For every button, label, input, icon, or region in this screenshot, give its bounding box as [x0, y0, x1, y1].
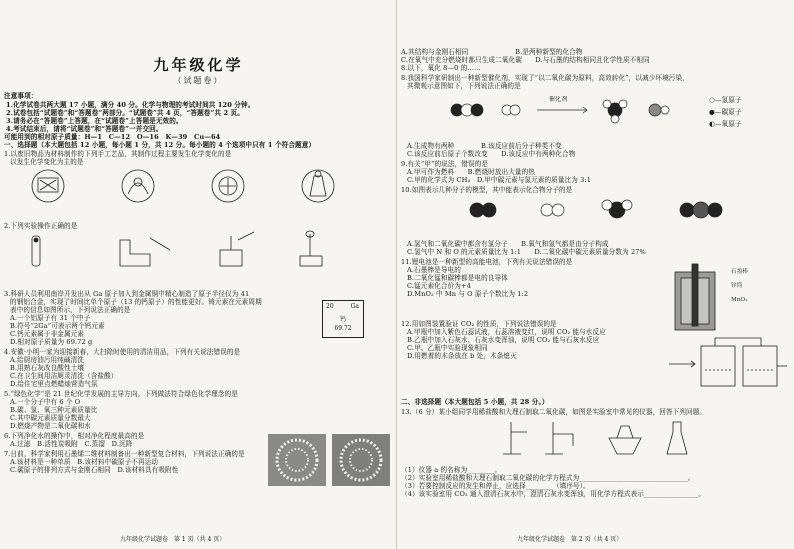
question-12-option: A.甲瓶中加入紫色石蕊试液，石蕊溶液变红，说明 CO₂ 能与水反应 [407, 328, 606, 336]
section1-heading: 一、选择题（本大题包括 12 小题，每小题 1 分，共 12 分。每小题的 4 个选项中只有 1 个符合题意） [4, 141, 316, 149]
battery-label: 石墨棒 [731, 269, 749, 275]
note-item: 1.化学试卷共两大题 17 小题，满分 40 分。化学与物理的考试时间共 120 分钟。 [6, 101, 255, 109]
page-footer: 九年级化学试题卷 第 1 页（共 4 页） [120, 536, 226, 543]
question-9-option: C.甲的化学式为 CH₄ D.甲中碳元素与氢元素的质量比为 3:1 [407, 176, 592, 184]
question-7-option: A.该材料是一种单质 B.该材料中碳原子不再运动 [10, 458, 159, 466]
battery-label: MnO₂ [731, 297, 748, 303]
question-9: 9.有关“甲”的说法，错误的是 [401, 160, 489, 168]
carryover-line: C.在氧气中充分燃烧时都只生成二氧化碳 D.与石墨的结构相同且化学性质不相同 [401, 56, 650, 64]
question-10: 10.如图表示几种分子的模型，其中能表示化合物分子的是 [401, 186, 573, 194]
question-3-option: D.相对原子质量为 69.72 g [10, 338, 93, 346]
question-4: 4.安徽·小明一家为迎接新春，大扫除时使用的清洁用品，下列有关说法错误的是 [4, 348, 241, 356]
question-7: 7.日前，科学家利用石墨烯二维材料制备出一种新型复合材料，下列说法正确的是 [4, 450, 245, 458]
note-item: 4.考试结束后，请将“试题卷”和“答题卷”一并交回。 [6, 125, 163, 133]
question-3-cont: 表中的信息如图所示，下列说法正确的是 [10, 306, 131, 314]
question-11-option: D.MnO₂ 中 Mn 与 O 原子个数比为 1:2 [407, 290, 529, 298]
question-11-option: B.二氧化锰和碳棒都是电的良导体 [407, 274, 508, 282]
section2-heading: 二、非选择题（本大题包括 5 小题，共 28 分。） [401, 398, 549, 406]
question-4-option: D.给住宅里点燃蜡烛营造气氛 [10, 380, 98, 388]
note-item: 3.请务必在“答题卷”上答题，在“试题卷”上答题是无效的。 [6, 117, 183, 125]
question-6-options: A.过滤 B.活性炭吸附 C.蒸馏 D.沉降 [10, 440, 133, 448]
question-2: 2.下列实验操作正确的是 [4, 222, 78, 230]
q1-figures [10, 166, 390, 210]
legend-oxygen: ◐—氧原子 [709, 120, 742, 128]
question-3: 3.科研人员利用南岸开发出从 Ga 原子加入到金属铜中精心制造了原子半径仅为 41 [4, 290, 250, 298]
molecule-models [457, 196, 737, 224]
question-8-option: A.生成物有两种 B.该反应前后分子种类不变 [407, 142, 562, 150]
legend-carbon: ●—碳原子 [709, 108, 742, 116]
element-mass: 69.72 [334, 325, 352, 332]
question-3-option: C.钙元素属于非金属元素 [10, 330, 85, 338]
lab-instruments [497, 418, 697, 460]
catalyst-label: 催化剂 [549, 96, 568, 103]
carryover-line: A.其结构与金刚石相同 B.是两种新型的化合物 [401, 48, 583, 56]
question-10-option: A.氢气和二氧化碳中都含有氢分子 B.氧气和氢气都是由分子构成 [407, 240, 609, 248]
note-item: 2.试卷包括“试题卷”和“答题卷”两部分。“试题卷”共 4 页，“答题卷”共 2 页。 [6, 109, 244, 117]
question-13: 13.（6 分）某小组同学用稀盐酸和大理石制取二氧化碳，如图是实验室中常见的仪器，回答下列问题。 [401, 408, 707, 416]
question-4-option: B.用熟石灰改良酸性土壤 [10, 364, 85, 372]
question-3-option: B.符号“2Ga”可表示两个钙元素 [10, 322, 105, 330]
battery-diagram [667, 262, 727, 334]
q2-figures [10, 230, 390, 270]
question-12-option: C.甲、乙瓶中实验现象相同 [407, 344, 488, 352]
question-5: 5.“绿色化学”是 21 世纪化学发展的主导方向。下列做法符合绿色化学理念的是 [4, 390, 238, 398]
question-8: 8.我国科学家研制出一种新型催化剂，实现了“以二氧化碳为原料，高效转化”，以减少环境污染， [401, 74, 689, 82]
question-13-part: （2）实验室用稀盐酸和大理石制取二氧化碳的化学方程式为________________________________。 [401, 474, 695, 482]
carryover-line: 8.以下，氧化 8—0 的…… [401, 64, 481, 72]
question-13-part: （3）若要控制反应的发生和停止，应选择________（填序号）。 [401, 482, 590, 490]
question-10-option: C.氢气中 N 和 O 的元素质量比为 1:1 D.二氧化碳中碳元素质量分数为 27% [407, 248, 646, 256]
atomic-masses: 可能用到的相对原子质量：H—1 C—12 O—16 K—39 Cu—64 [4, 133, 221, 141]
question-13-part: （4）该实验室用 CO₂ 通入澄清石灰水中，澄清石灰水变浑浊，用化学方程式表示________________。 [401, 490, 706, 498]
question-13-part: （1）仪器 a 的名称为________。 [401, 466, 502, 474]
page-footer: 九年级化学试题卷 第 2 页（共 4 页） [517, 536, 623, 543]
legend-hydrogen: ○—氢原子 [709, 96, 742, 104]
question-8-cont: 其微观示意图如下，下列说法正确的是 [407, 82, 521, 90]
q7-microscope-images [268, 434, 392, 488]
question-12-option: D.用燃着的木条放在 b 处，木条熄灭 [407, 352, 517, 360]
question-11: 11.锂电池是一种新型的高能电池，下列有关说法错误的是 [401, 258, 573, 266]
question-7-option: C.碳原子的排列方式与金刚石相同 D.该材料具有吸附性 [10, 466, 179, 474]
question-12-option: B.乙瓶中加入石灰水，石灰水变浑浊，说明 CO₂ 能与石灰水反应 [407, 336, 600, 344]
element-number: 20 [326, 303, 334, 310]
question-6: 6.下列净化水的操作中，相对净化程度最高的是 [4, 432, 145, 440]
question-12: 12.用如图装置验证 CO₂ 的性质，下列说法错误的是 [401, 320, 557, 328]
page-subtitle: （试题卷） [173, 76, 224, 85]
element-name: 钙 [339, 316, 346, 323]
question-3-option: A.一个铝原子有 31 个中子 [10, 314, 91, 322]
question-3-cont: 的钢铝合金，实现了时间比单个原子（13 的钙原子）的性能更好。铸元素在元素周期 [10, 298, 262, 306]
element-card [322, 300, 364, 338]
question-9-option: A.甲可作为燃料 B.燃烧时放出大量的热 [407, 168, 535, 176]
question-5-option: B.碳、氢、氧三种元素质量比 [10, 406, 98, 414]
question-5-option: A.一个分子中有 6 个 O [10, 398, 81, 406]
question-11-option: C.锰元素化合价为+4 [407, 282, 471, 290]
element-symbol: Ga [350, 303, 359, 310]
notes-heading: 注意事项： [4, 92, 38, 100]
question-8-option: C.该反应前后原子个数改变 D.该反应中有两种化合物 [407, 150, 576, 158]
co2-apparatus [665, 336, 789, 392]
question-1-cont: 以发生化学变化为主的是 [10, 158, 84, 166]
question-5-option: C.其中碳元素质量分数最大 [10, 414, 91, 422]
battery-label: 锌筒 [731, 283, 743, 289]
question-5-option: D.燃烧产物是二氧化碳和水 [10, 422, 91, 430]
page-right [397, 0, 794, 549]
question-4-option: C.在卫生间用洁厕灵清洗（含盐酸） [10, 372, 118, 380]
question-1: 1.以废旧物品为材料制作的下列手工艺品，其制作过程主要发生化学变化的是 [4, 150, 232, 158]
page-title: 九年级化学 [153, 56, 244, 74]
question-4-option: A.给厨房油污用纯碱清洗 [10, 356, 84, 364]
question-11-option: A.石墨棒是导电的 [407, 266, 461, 274]
